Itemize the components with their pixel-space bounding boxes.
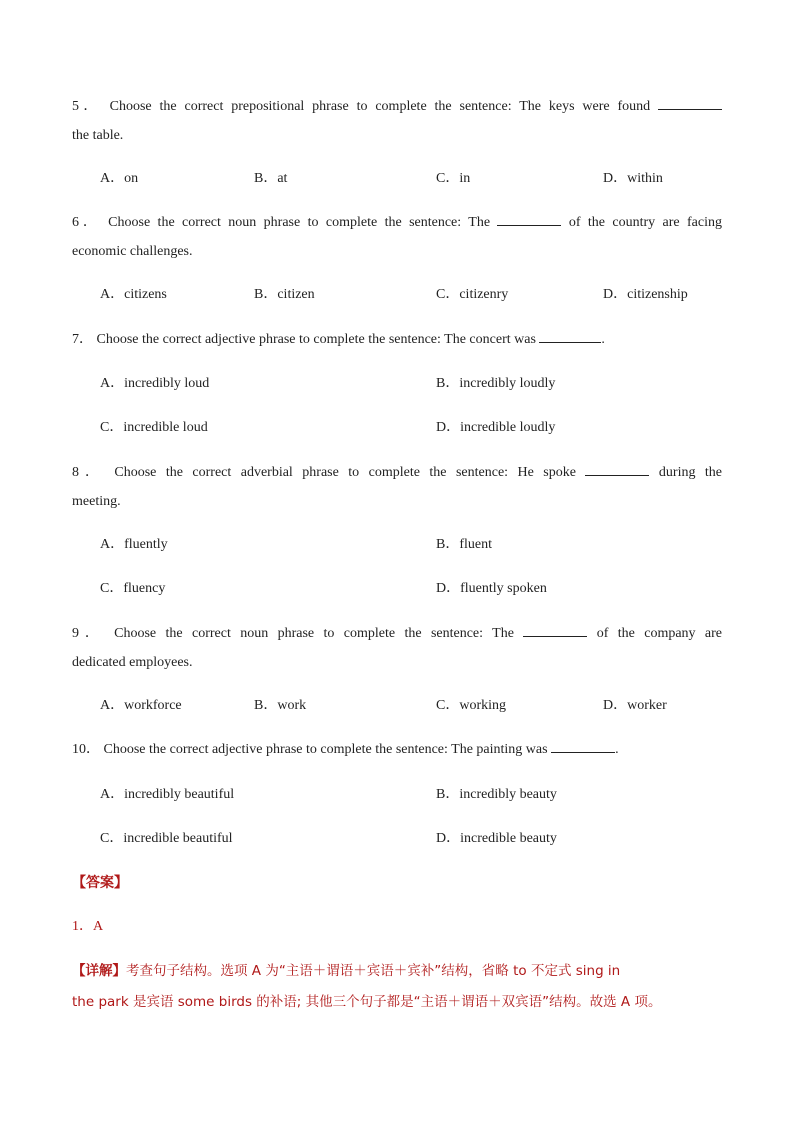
option-a: A．on: [100, 171, 139, 186]
answer-blank: [497, 213, 561, 226]
question-number: 9: [72, 626, 79, 641]
option-a: A．incredibly beautiful: [100, 787, 235, 802]
option-a: A．incredibly loud: [100, 376, 210, 391]
option-d: D．citizenship: [603, 287, 688, 302]
answer-blank: [658, 97, 722, 110]
option-c: C．citizenry: [436, 287, 509, 302]
option-b: B．fluent: [436, 537, 492, 552]
option-c: C．fluency: [100, 581, 166, 596]
question-text: Choose the correct prepositional phrase to complete the sentence: The keys were found: [109, 99, 651, 114]
question-text: Choose the correct adjective phrase to complete the sentence: The concert was: [96, 332, 536, 347]
question-8: 8． Choose the correct adverbial phrase to complete the sentence: He spoke during the: [72, 465, 723, 480]
option-d: D．fluently spoken: [436, 581, 547, 596]
question-number: 7: [72, 332, 79, 347]
option-c: C．working: [436, 698, 506, 713]
question-text: Choose the correct noun phrase to complete the sentence: The: [114, 626, 514, 641]
question-number: 6: [72, 215, 79, 230]
question-9: 9． Choose the correct noun phrase to complete the sentence: The of the company are: [72, 626, 723, 641]
option-a: A．workforce: [100, 698, 182, 713]
question-text: Choose the correct adverbial phrase to complete the sentence: He spoke: [114, 465, 576, 480]
answer-blank: [523, 624, 587, 637]
option-d: D．incredible loudly: [436, 420, 556, 435]
explanation-text: 考查句子结构。选项 A 为“主语＋谓语＋宾语＋宾补”结构，省略 to 不定式 sing in: [126, 963, 621, 979]
option-c: C．incredible beautiful: [100, 831, 233, 846]
option-b: B．at: [254, 171, 288, 186]
option-b: B．work: [254, 698, 307, 713]
option-a: A．fluently: [100, 537, 168, 552]
option-c: C．in: [436, 171, 471, 186]
question-5-line2: the table.: [72, 128, 124, 143]
question-number: 8: [72, 465, 79, 480]
question-6: 6． Choose the correct noun phrase to complete the sentence: The of the country are facing: [72, 215, 722, 230]
option-a: A．citizens: [100, 287, 167, 302]
question-6-line2: economic challenges.: [72, 244, 193, 259]
option-d: D．within: [603, 171, 663, 186]
question-text-after: .: [601, 332, 605, 347]
explanation-line-2: the park 是宾语 some birds 的补语; 其他三个句子都是“主语＋谓语＋双宾语”结构。故选 A 项。: [72, 994, 662, 1010]
answer-heading: 【答案】: [72, 875, 128, 891]
answer-blank: [551, 740, 615, 753]
question-number: 5: [72, 99, 79, 114]
question-8-line2: meeting.: [72, 494, 121, 509]
question-text-after: during the: [658, 465, 723, 480]
question-text-after: of the company are: [596, 626, 723, 641]
option-b: B．incredibly beauty: [436, 787, 557, 802]
question-9-line2: dedicated employees.: [72, 655, 193, 670]
answer-blank: [539, 330, 601, 343]
question-text-after: .: [615, 742, 619, 757]
option-b: B．incredibly loudly: [436, 376, 556, 391]
answer-blank: [585, 463, 649, 476]
option-d: D．incredible beauty: [436, 831, 557, 846]
question-text: Choose the correct adjective phrase to complete the sentence: The painting was: [103, 742, 548, 757]
question-10: 10． Choose the correct adjective phrase to complete the sentence: The painting was .: [72, 742, 619, 757]
question-text-after: of the country are facing: [568, 215, 722, 230]
question-7: 7． Choose the correct adjective phrase to complete the sentence: The concert was .: [72, 332, 605, 347]
question-text: Choose the correct noun phrase to complete the sentence: The: [108, 215, 491, 230]
option-d: D．worker: [603, 698, 667, 713]
option-b: B．citizen: [254, 287, 315, 302]
option-c: C．incredible loud: [100, 420, 208, 435]
question-number: 10: [72, 742, 86, 757]
question-5: 5． Choose the correct prepositional phrase to complete the sentence: The keys were found: [72, 97, 722, 116]
explanation-tag: 【详解】: [72, 963, 126, 979]
explanation-line-1: [72, 962, 722, 980]
first-answer: 1．A: [72, 919, 104, 934]
